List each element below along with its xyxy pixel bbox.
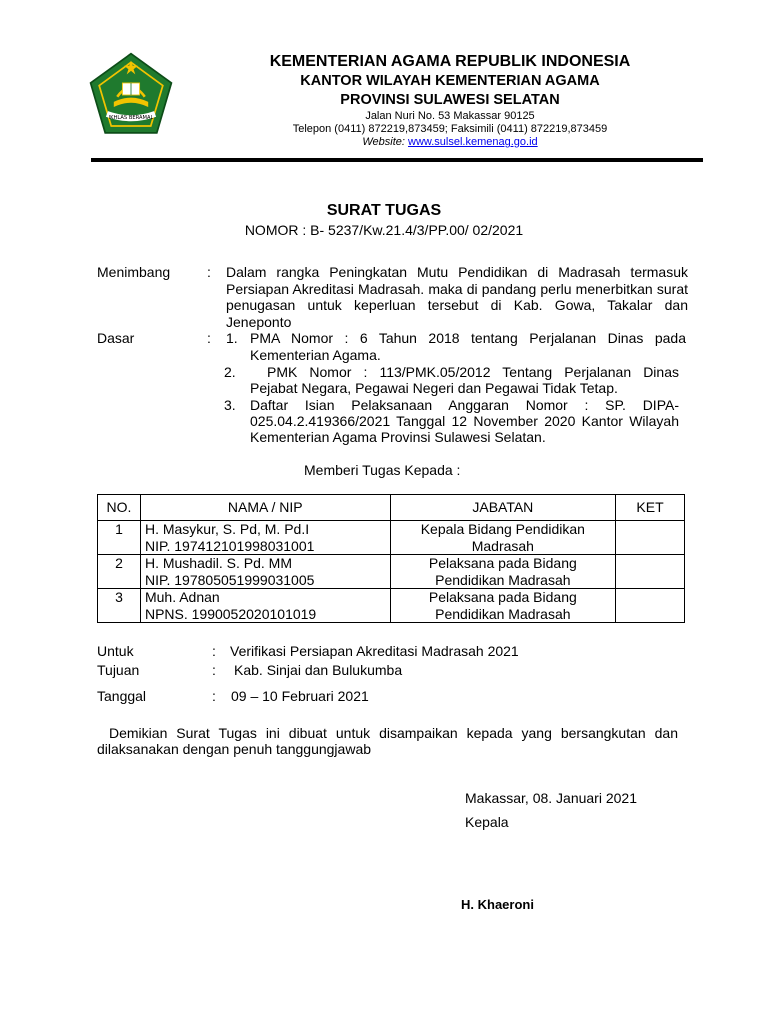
row-name-nip [140,555,390,589]
signature-place-date: Makassar, 08. Januari 2021 [465,790,637,806]
row-position-line2: Madrasah [471,537,534,554]
menimbang-text: Dalam rangka Peningkatan Mutu Pendidikan di Madrasah termasuk Persiapan Akreditasi Madrasah. maka di pandang perlu menerbitkan surat penugasan untuk keperluan tersebut di Kab. Gowa, Takalar dan Jeneponto [226,264,688,330]
row-name-nip [140,589,390,623]
dasar-item-3-text: Daftar Isian Pelaksanaan Anggaran Nomor : SP. DIPA- [250,397,679,413]
row-nip: NIP. 197412101998031001 [144,537,315,554]
row-name: Muh. Adnan [144,589,220,605]
row-position [390,555,615,589]
tujuan-value: Kab. Sinjai dan Bulukumba [234,662,403,678]
row-no: 2 [98,555,141,589]
signature-position: Kepala [465,814,509,830]
row-position-line1: Pelaksana pada Bidang [428,555,577,571]
header-website: Website: www.sulsel.kemenag.go.id [362,136,538,148]
assignee-table [97,494,685,623]
row-no: 3 [98,589,141,623]
row-nip: NPNS. 1990052020101019 [144,605,317,622]
header-ministry: KEMENTERIAN AGAMA REPUBLIK INDONESIA [269,53,631,70]
col-header-ket: KET [616,495,685,521]
dasar-item-1-num: 1. [226,330,238,346]
row-ket [616,555,685,589]
website-link[interactable]: www.sulsel.kemenag.go.id [408,136,538,148]
table-header-row [98,495,685,521]
dasar-item-3-cont2: Kementerian Agama Provinsi Sulawesi Selatan. [250,429,546,445]
row-name: H. Masykur, S. Pd, M. Pd.I [144,521,310,537]
header-rule [91,158,703,162]
header-province: PROVINSI SULAWESI SELATAN [340,92,560,108]
website-label: Website [362,136,402,148]
row-no: 1 [98,521,141,555]
row-ket [616,589,685,623]
svg-text:IKHLAS BERAMAL: IKHLAS BERAMAL [108,115,154,122]
row-name: H. Mushadil. S. Pd. MM [144,555,292,571]
tanggal-colon: : [212,688,216,704]
table-row [98,589,685,623]
row-position-line1: Pelaksana pada Bidang [428,589,577,605]
untuk-colon: : [212,643,216,659]
header-address: Jalan Nuri No. 53 Makassar 90125 [365,110,535,122]
dasar-item-2-num: 2. [224,364,236,380]
dasar-item-1-cont: Kementerian Agama. [250,347,381,363]
col-header-name: NAMA / NIP [140,495,390,521]
dasar-item-1-text: PMA Nomor : 6 Tahun 2018 tentang Perjalanan Dinas pada [250,330,686,346]
dasar-colon: : [207,330,211,346]
tanggal-label: Tanggal [97,688,147,704]
row-position-line2: Pendidikan Madrasah [435,571,571,588]
kemenag-logo [88,52,174,138]
signature-name: H. Khaeroni [461,897,534,912]
row-ket [616,521,685,555]
row-position [390,589,615,623]
dasar-label: Dasar [97,330,135,346]
tanggal-value: 09 – 10 Februari 2021 [231,688,369,704]
menimbang-colon: : [207,264,211,280]
untuk-value: Verifikasi Persiapan Akreditasi Madrasah 2021 [230,643,519,659]
row-name-nip [140,521,390,555]
dasar-item-3-num: 3. [224,397,236,413]
closing-line2: dilaksanakan dengan penuh tanggungjawab [97,741,372,757]
table-row [98,555,685,589]
tujuan-colon: : [212,662,216,678]
dasar-item-3-cont1: 025.04.2.419366/2021 Tanggal 12 November 2020 Kantor Wilayah [250,413,679,429]
dasar-item-2-text: PMK Nomor : 113/PMK.05/2012 Tentang Perjalanan Dinas [267,364,679,380]
document-number: NOMOR : B- 5237/Kw.21.4/3/PP.00/ 02/2021 [244,222,524,238]
untuk-label: Untuk [97,643,134,659]
header-office: KANTOR WILAYAH KEMENTERIAN AGAMA [300,73,600,89]
document-title: SURAT TUGAS [326,202,442,219]
menimbang-label: Menimbang [97,264,171,280]
tujuan-label: Tujuan [97,662,140,678]
closing-line1: Demikian Surat Tugas ini dibuat untuk disampaikan kepada yang bersangkutan dan [109,725,678,741]
row-position-line2: Pendidikan Madrasah [435,605,571,622]
table-row [98,521,685,555]
header-phone: Telepon (0411) 872219,873459; Faksimili (0411) 872219,873459 [292,123,608,135]
dasar-item-2-cont: Pejabat Negara, Pegawai Negeri dan Pegawai Tidak Tetap. [250,380,618,396]
col-header-no: NO. [98,495,141,521]
row-position-line1: Kepala Bidang Pendidikan [420,521,585,537]
row-position [390,521,615,555]
row-nip: NIP. 197805051999031005 [144,571,315,588]
col-header-position: JABATAN [390,495,615,521]
assignment-intro: Memberi Tugas Kepada : [304,462,461,478]
